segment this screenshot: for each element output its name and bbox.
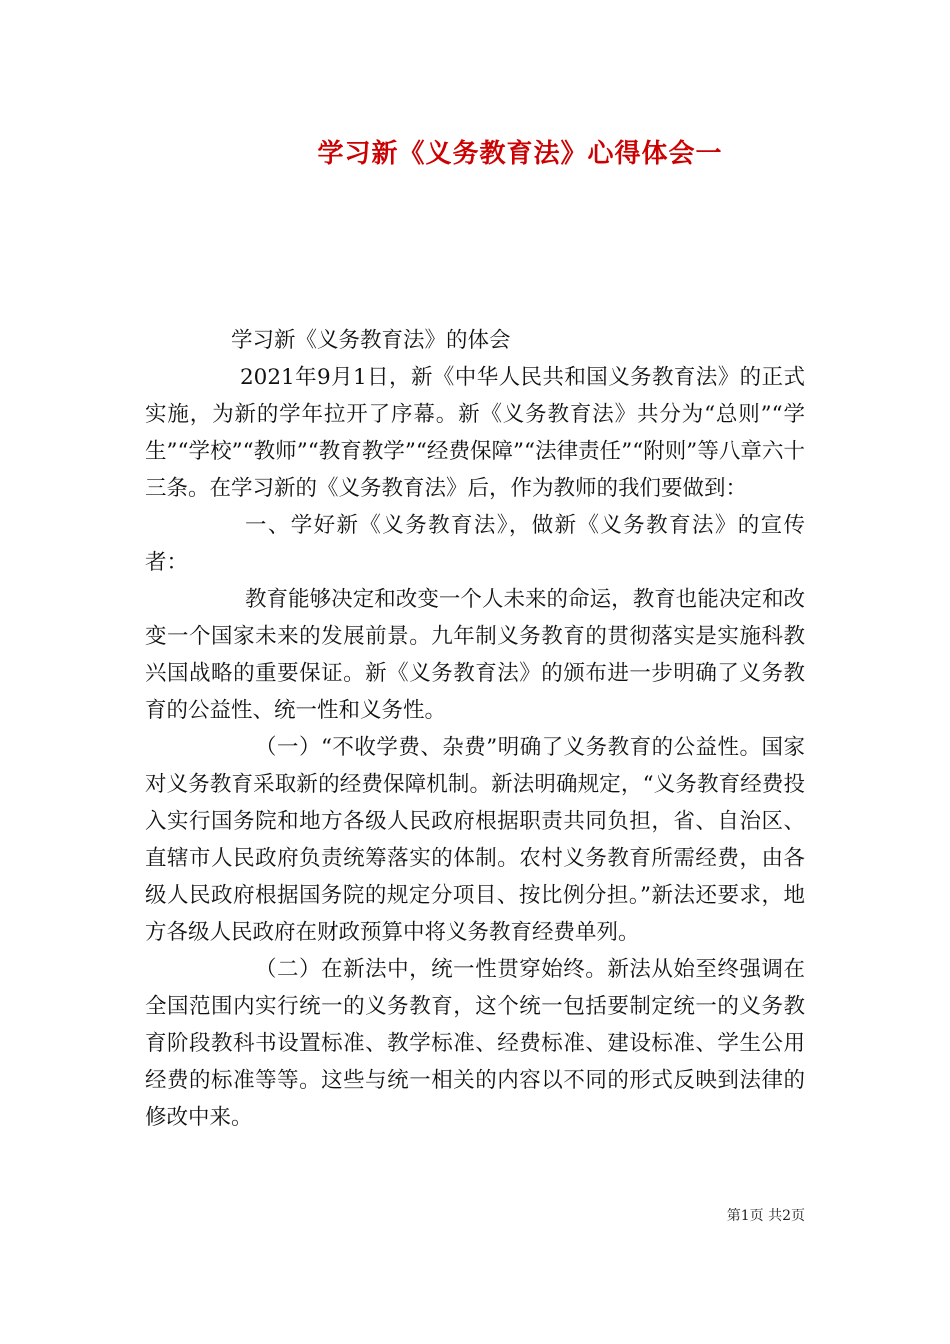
document-title: 学习新《义务教育法》心得体会一 <box>317 139 723 169</box>
paragraph-education-importance: 教育能够决定和改变一个人未来的命运，教育也能决定和改变一个国家未来的发展前景。九年制义务教育的贯彻落实是实施科教兴国战略的重要保证。新《义务教育法》的颁布进一步明确了义务教育的公益性、统一性和义务性。 <box>145 587 805 723</box>
paragraph-intro: 2021年9月1日，新《中华人民共和国义务教育法》的正式实施，为新的学年拉开了序幕。新《义务教育法》共分为“总则”“学生”“学校”“教师”“教育教学”“经费保障”“法律责任”“附则”等八章六十三条。在学习新的《义务教育法》后，作为教师的我们要做到： <box>145 365 805 501</box>
page-number-footer: 第1页 共2页 <box>726 1208 805 1224</box>
paragraph-point-two: （二）在新法中，统一性贯穿始终。新法从始至终强调在全国范围内实行统一的义务教育，这个统一包括要制定统一的义务教育阶段教科书设置标准、教学标准、经费标准、建设标准、学生公用经费的标准等等。这些与统一相关的内容以不同的形式反映到法律的修改中来。 <box>145 957 805 1130</box>
document-subtitle: 学习新《义务教育法》的体会 <box>231 328 511 353</box>
document-body <box>145 322 805 1136</box>
paragraph-point-one: （一）“不收学费、杂费”明确了义务教育的公益性。国家对义务教育采取新的经费保障机制。新法明确规定，“义务教育经费投入实行国务院和地方各级人民政府根据职责共同负担，省、自治区、直辖市人民政府负责统筹落实的体制。农村义务教育所需经费，由各级人民政府根据国务院的规定分项目、按比例分担。”新法还要求，地方各级人民政府在财政预算中将义务教育经费单列。 <box>145 735 805 945</box>
paragraph-section-one: 一、学好新《义务教育法》，做新《义务教育法》的宣传者： <box>145 513 805 575</box>
